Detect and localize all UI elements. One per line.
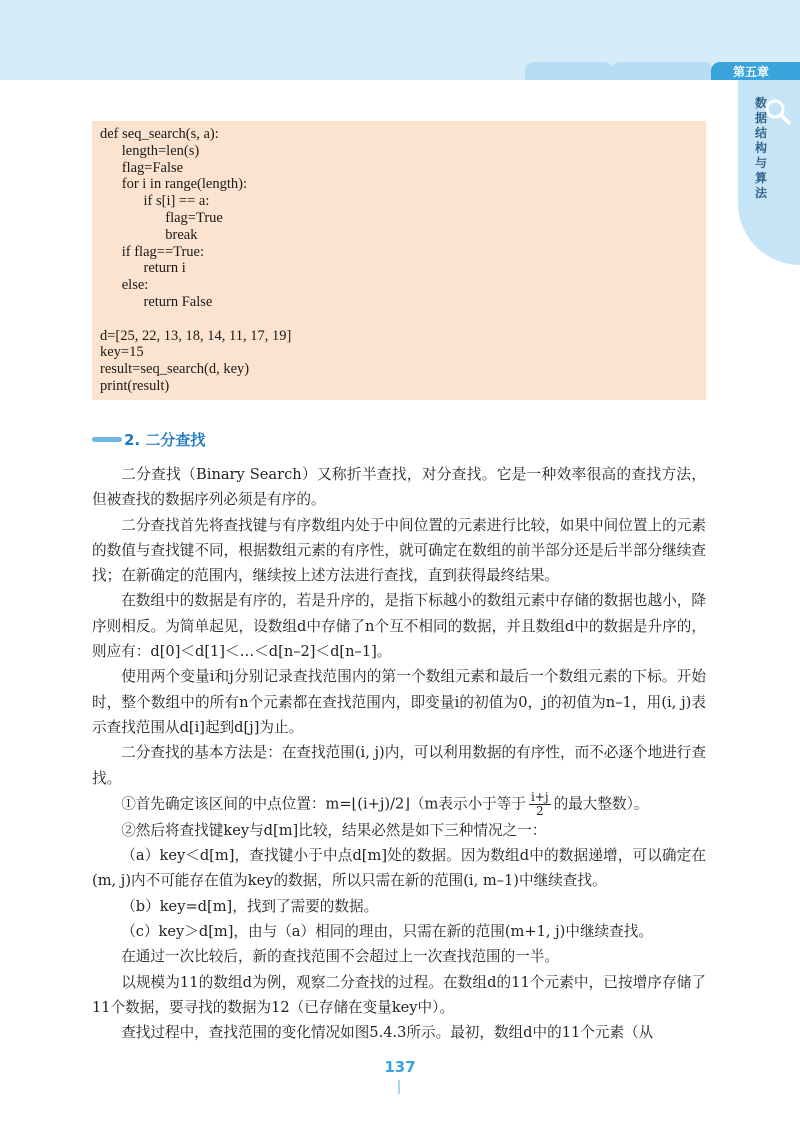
fraction-denominator: 2 <box>535 803 544 818</box>
paragraph: 在数组中的数据是有序的，若是升序的，是指下标越小的数组元素中存储的数据也越小，降序则相反。为简单起见，设数组d中存储了n个互不相同的数据，并且数组d中的数据是升序的，则应有：d[0]＜d[1]＜…＜d[n–2]＜d[n–1]。 <box>92 592 706 661</box>
heading-bar-decor <box>92 437 122 442</box>
code-line: flag=True <box>100 209 223 226</box>
code-line-blank <box>100 311 706 328</box>
code-line: length=len(s) <box>100 142 200 159</box>
side-title-char: 法 <box>754 186 767 200</box>
paragraph: 二分查找（Binary Search）又称折半查找，对分查找。它是一种效率很高的查找方法，但被查找的数据序列必须是有序的。 <box>92 466 706 509</box>
paragraph: 查找过程中，查找范围的变化情况如图5.4.3所示。最初，数组d中的11个元素（从 <box>121 1024 654 1042</box>
section-heading-text: 2. 二分查找 <box>124 430 206 449</box>
code-line: def seq_search(s, a): <box>100 126 219 142</box>
code-line: for i in range(length): <box>100 176 247 193</box>
side-title-char: 据 <box>754 111 767 125</box>
side-title-char: 与 <box>754 156 767 170</box>
code-line: key=15 <box>100 344 144 361</box>
side-title-char: 构 <box>754 141 767 155</box>
paragraph: 二分查找首先将查找键与有序数组内处于中间位置的元素进行比较，如果中间位置上的元素的数值与查找键不同，根据数组元素的有序性，就可确定在数组的前半部分还是后半部分继续查找；在新确定的范围内，继续按上述方法进行查找，直到获得最终结果。 <box>92 516 706 585</box>
page-number-tick-decor <box>398 1080 400 1094</box>
side-title-char: 结 <box>754 126 767 140</box>
side-title-char: 算 <box>754 171 767 185</box>
code-line: if s[i] == a: <box>100 193 210 210</box>
code-line: d=[25, 22, 13, 18, 14, 11, 17, 19] <box>100 327 292 344</box>
code-line: else: <box>100 277 149 294</box>
magnifier-icon <box>762 96 792 126</box>
code-line: print(result) <box>100 377 170 394</box>
paragraph: （b）key=d[m]，找到了需要的数据。 <box>121 897 379 915</box>
page-number: 137 <box>384 1058 416 1076</box>
code-line: return i <box>100 260 186 277</box>
fraction <box>529 791 551 818</box>
section-heading <box>92 428 205 450</box>
side-title-char: 数 <box>754 96 767 110</box>
code-block <box>92 121 706 400</box>
code-line: result=seq_search(d, key) <box>100 361 250 378</box>
paragraph: ②然后将查找键key与d[m]比较，结果必然是如下三种情况之一： <box>121 821 547 839</box>
code-line: return False <box>100 293 213 310</box>
midpoint-text-before: ①首先确定该区间的中点位置：m=⌊(i+j)/2⌋（m表示小于等于 <box>121 795 526 813</box>
chapter-tab-decor-2 <box>611 62 713 80</box>
paragraph: 以规模为11的数组d为例，观察二分查找的过程。在数组d的11个元素中，已按增序存储了11个数据，要寻找的数据为12（已存储在变量key中）。 <box>92 973 706 1016</box>
paragraph: 在通过一次比较后，新的查找范围不会超过上一次查找范围的一半。 <box>121 948 560 966</box>
paragraph: （c）key＞d[m]，由与（a）相同的理由，只需在新的范围(m+1, j)中继续查找。 <box>121 923 653 941</box>
code-line: break <box>100 226 198 243</box>
chapter-tabs <box>525 62 800 80</box>
code-line: if flag==True: <box>100 243 205 260</box>
fraction-numerator: i+j <box>530 789 549 804</box>
midpoint-paragraph <box>92 791 706 818</box>
body-text <box>92 462 706 1046</box>
paragraph: 使用两个变量i和j分别记录查找范围内的第一个数组元素和最后一个数组元素的下标。开始时，整个数组中的所有n个元素都在查找范围内，即变量i的初值为0，j的初值为n–1，用(i, j)表示查找范围从d[i]起到d[j]为止。 <box>92 668 706 736</box>
code-line: flag=False <box>100 159 184 176</box>
paragraph: 二分查找的基本方法是：在查找范围(i, j)内，可以利用数据的有序性，而不必逐个地进行查找。 <box>92 744 706 787</box>
midpoint-text-after: 的最大整数）。 <box>553 795 649 813</box>
chapter-tab-current: 第五章 <box>711 62 800 80</box>
chapter-tab-decor-1 <box>525 62 613 80</box>
paragraph: （a）key＜d[m]，查找键小于中点d[m]处的数据。因为数组d中的数据递增，可以确定在(m, j)内不可能存在值为key的数据，所以只需在新的范围(i, m–1)中继续查找。 <box>92 847 706 890</box>
